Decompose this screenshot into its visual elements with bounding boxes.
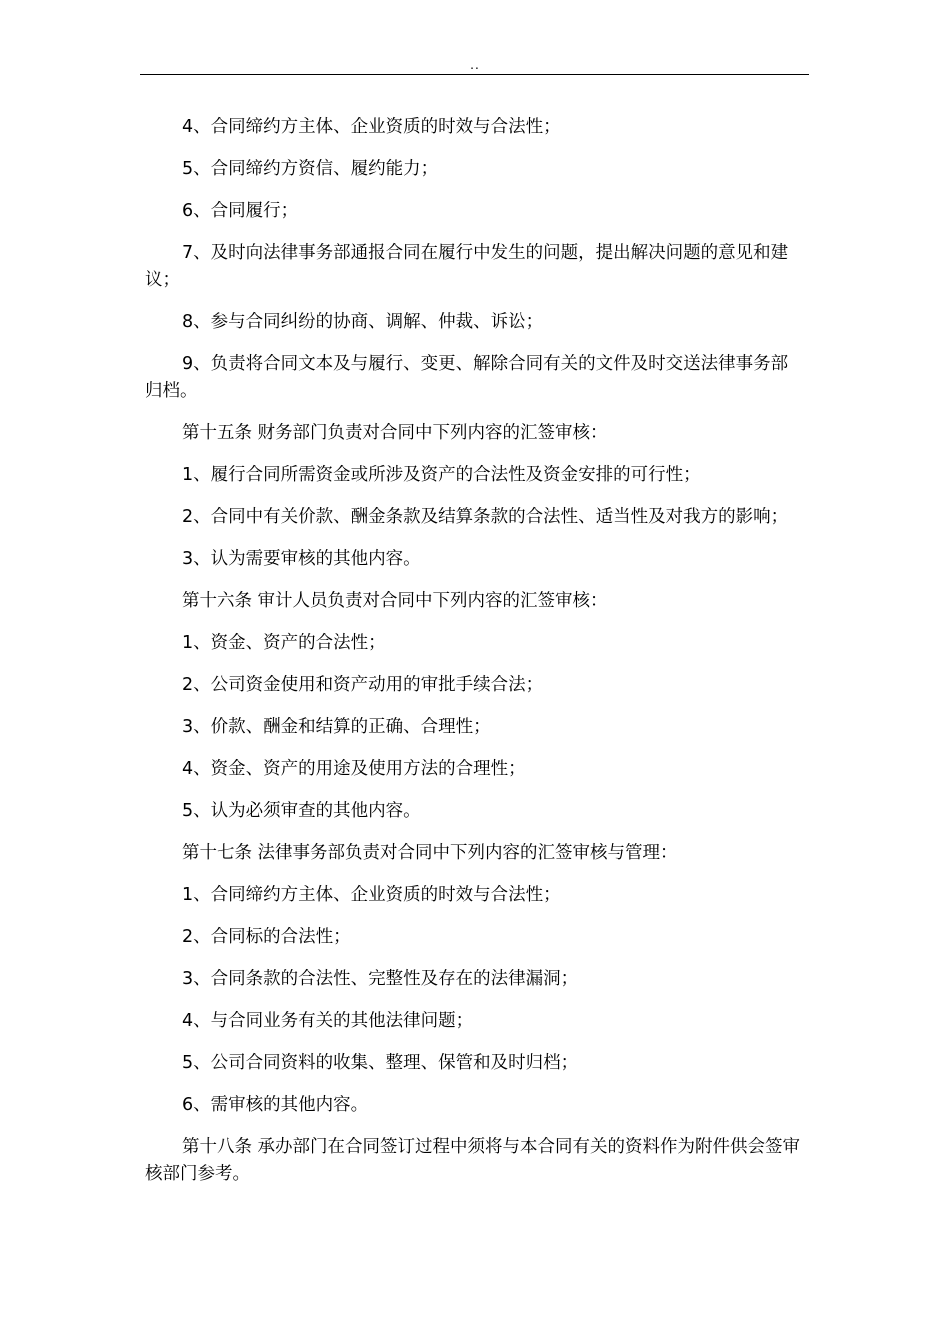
document-body bbox=[145, 114, 805, 1188]
paragraph-item-4-subject-qualification: 4、合同缔约方主体、企业资质的时效与合法性； bbox=[182, 117, 561, 137]
paragraph-item-9-archiving: 9、负责将合同文本及与履行、变更、解除合同有关的文件及时交送法律事务部归档。 bbox=[145, 354, 789, 401]
article-16-item-2: 2、公司资金使用和资产动用的审批手续合法； bbox=[182, 675, 544, 695]
paragraph-item-7-report-issues: 7、及时向法律事务部通报合同在履行中发生的问题，提出解决问题的意见和建议； bbox=[145, 243, 789, 290]
article-17-item-3: 3、合同条款的合法性、完整性及存在的法律漏洞； bbox=[182, 969, 579, 989]
article-16-item-3: 3、价款、酬金和结算的正确、合理性； bbox=[182, 717, 491, 737]
article-16-heading: 第十六条 审计人员负责对合同中下列内容的汇签审核： bbox=[182, 591, 608, 611]
article-17-item-4: 4、与合同业务有关的其他法律问题； bbox=[182, 1011, 474, 1031]
article-16-item-5: 5、认为必须审查的其他内容。 bbox=[182, 801, 421, 821]
article-16-item-1: 1、资金、资产的合法性； bbox=[182, 633, 386, 653]
article-16-item-4: 4、资金、资产的用途及使用方法的合理性； bbox=[182, 759, 526, 779]
page-header-mark: .. bbox=[470, 58, 480, 72]
article-18-paragraph: 第十八条 承办部门在合同签订过程中须将与本合同有关的资料作为附件供会签审核部门参考。 bbox=[145, 1137, 801, 1184]
article-17-item-1: 1、合同缔约方主体、企业资质的时效与合法性； bbox=[182, 885, 561, 905]
article-17-item-5: 5、公司合同资料的收集、整理、保管和及时归档； bbox=[182, 1053, 579, 1073]
article-17-item-2: 2、合同标的合法性； bbox=[182, 927, 351, 947]
article-17-heading: 第十七条 法律事务部负责对合同中下列内容的汇签审核与管理： bbox=[182, 843, 678, 863]
article-15-item-2: 2、合同中有关价款、酬金条款及结算条款的合法性、适当性及对我方的影响； bbox=[182, 507, 789, 527]
paragraph-item-8-disputes: 8、参与合同纠纷的协商、调解、仲裁、诉讼； bbox=[182, 312, 544, 332]
article-15-heading: 第十五条 财务部门负责对合同中下列内容的汇签审核： bbox=[182, 423, 608, 443]
paragraph-item-6-performance: 6、合同履行； bbox=[182, 201, 299, 221]
article-17-item-6: 6、需审核的其他内容。 bbox=[182, 1095, 369, 1115]
header-rule bbox=[140, 74, 809, 75]
paragraph-item-5-credit-capacity: 5、合同缔约方资信、履约能力； bbox=[182, 159, 439, 179]
article-15-item-3: 3、认为需要审核的其他内容。 bbox=[182, 549, 421, 569]
article-15-item-1: 1、履行合同所需资金或所涉及资产的合法性及资金安排的可行性； bbox=[182, 465, 701, 485]
